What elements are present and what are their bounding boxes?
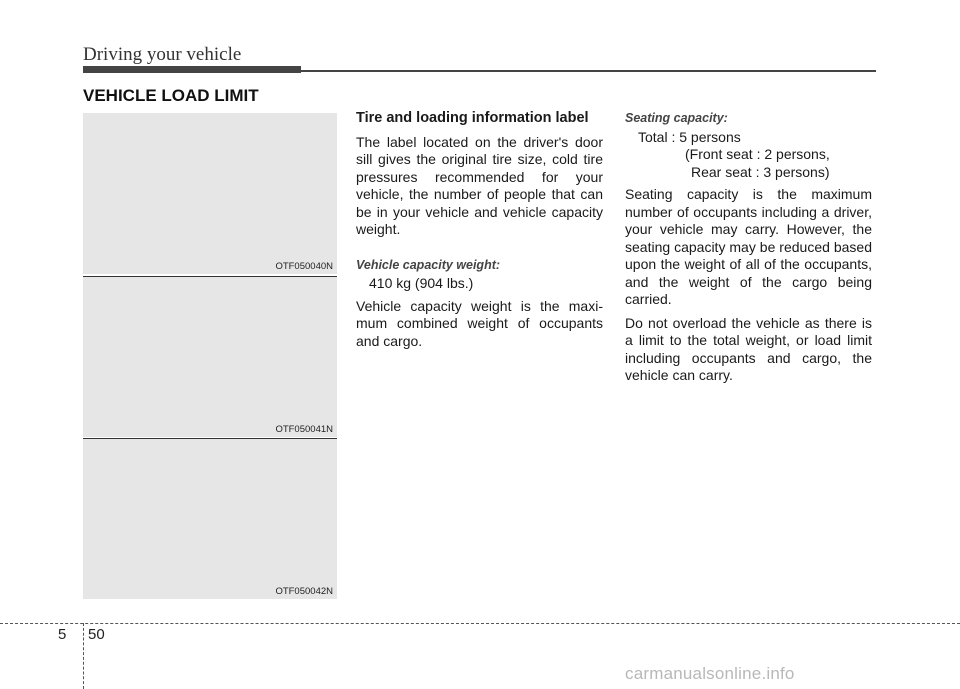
figure-label-location — [83, 113, 337, 274]
figure-load-info — [83, 438, 337, 599]
capacity-weight-paragraph: Vehicle capacity weight is the maxi- mum combined weight of occupants and cargo. — [356, 297, 603, 349]
header-rule — [301, 70, 876, 72]
overload-paragraph: Do not overload the vehicle as there is a limit to the total weight, or load limit including occupants and cargo, the vehicle can carry. — [625, 314, 872, 383]
figure-caption: OTF050040N — [275, 261, 333, 272]
seating-total: Total : 5 persons — [638, 128, 741, 145]
footer-rule — [0, 623, 960, 624]
seating-rear: Rear seat : 3 persons) — [691, 163, 830, 180]
header-bar-thick — [83, 66, 301, 73]
tire-label-paragraph: The label located on the driver's door sill gives the original tire size, cold tire pressures recommended for your vehicle, the number of people that can be in your vehicle and vehicle capacity weight. — [356, 133, 603, 237]
figure-tire-label — [83, 276, 337, 437]
section-title: VEHICLE LOAD LIMIT — [83, 86, 259, 105]
figure-caption: OTF050042N — [275, 586, 333, 597]
right-column — [625, 110, 872, 391]
seating-capacity-heading: Seating capacity: — [625, 111, 728, 125]
middle-column — [356, 110, 603, 356]
watermark: carmanualsonline.info — [625, 664, 795, 683]
footer-divider — [83, 623, 84, 689]
tire-label-heading: Tire and loading information label — [356, 110, 589, 126]
seating-capacity-paragraph: Seating capacity is the maximum number of occupants including a driver, your vehicle may carry. However, the seating capacity may be reduced based upon the weight of all of the occupants, and the weight of the cargo being carried. — [625, 186, 872, 307]
header-title: Driving your vehicle — [83, 44, 242, 65]
seating-front: (Front seat : 2 persons, — [685, 146, 830, 162]
capacity-weight-heading: Vehicle capacity weight: — [356, 257, 501, 272]
figure-caption: OTF050041N — [275, 424, 333, 435]
chapter-number: 5 — [58, 626, 67, 643]
capacity-weight-value: 410 kg (904 lbs.) — [369, 275, 474, 291]
page-number: 50 — [88, 626, 105, 643]
